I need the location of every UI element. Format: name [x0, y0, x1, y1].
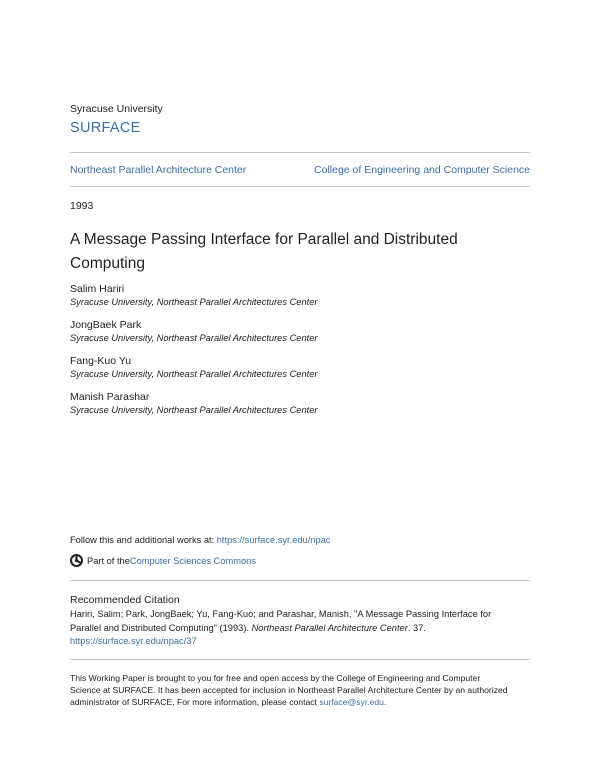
divider-notice: [70, 659, 530, 660]
collection-link-engineering[interactable]: College of Engineering and Computer Science: [314, 164, 530, 176]
author-block-1: [70, 283, 318, 307]
author-block-2: [70, 319, 318, 343]
citation-body: [70, 608, 491, 649]
paper-title-line-2: Computing: [70, 255, 145, 272]
citation-heading: Recommended Citation: [70, 594, 180, 606]
contact-email-link[interactable]: surface@syr.edu: [319, 697, 384, 708]
citation-line-2: Parallel and Distributed Computing" (1993). Northeast Parallel Architecture Center. 37.: [70, 622, 426, 633]
divider-top: [70, 152, 530, 153]
surface-link[interactable]: SURFACE: [70, 120, 141, 136]
commons-icon: [70, 554, 83, 567]
author-block-4: [70, 391, 318, 415]
part-of-line: [70, 554, 256, 567]
collection-link-npac[interactable]: Northeast Parallel Architecture Center: [70, 164, 247, 176]
divider-mid: [70, 186, 530, 187]
author-name: Fang-Kuo Yu: [70, 355, 132, 367]
notice-line-3: administrator of SURFACE. For more information, please contact surface@syr.edu.: [70, 697, 387, 708]
notice-line-1: This Working Paper is brought to you for free and open access by the College of Engineering and Computer: [70, 673, 481, 683]
part-of-text: Part of the: [87, 555, 130, 566]
author-block-3: [70, 355, 318, 379]
paper-title-line-1: A Message Passing Interface for Parallel and Distributed: [70, 231, 458, 248]
paper-title: [70, 228, 458, 276]
citation-url-link[interactable]: https://surface.syr.edu/npac/37: [70, 636, 197, 646]
access-notice: [70, 672, 508, 709]
follow-url-link[interactable]: https://surface.syr.edu/npac: [216, 535, 331, 545]
commons-link[interactable]: Computer Sciences Commons: [129, 555, 256, 566]
follow-line: [70, 535, 330, 545]
author-name: Salim Hariri: [70, 283, 125, 295]
institution-name: Syracuse University: [70, 103, 163, 115]
author-name: JongBaek Park: [70, 319, 142, 331]
author-affiliation: Syracuse University, Northeast Parallel Architectures Center: [70, 333, 318, 343]
divider-citation: [70, 580, 530, 581]
author-affiliation: Syracuse University, Northeast Parallel Architectures Center: [70, 405, 318, 415]
author-affiliation: Syracuse University, Northeast Parallel Architectures Center: [70, 369, 318, 379]
publication-year: 1993: [70, 200, 94, 212]
follow-text: Follow this and additional works at:: [70, 535, 217, 545]
citation-venue: Northeast Parallel Architecture Center: [251, 622, 408, 633]
author-affiliation: Syracuse University, Northeast Parallel Architectures Center: [70, 297, 318, 307]
author-name: Manish Parashar: [70, 391, 150, 403]
citation-line-1: Hariri, Salim; Park, JongBaek; Yu, Fang-Kuo; and Parashar, Manish, "A Message Passing Interface for: [70, 609, 492, 619]
notice-line-2: Science at SURFACE. It has been accepted for inclusion in Northeast Parallel Architecture Center by an authorized: [70, 685, 508, 696]
